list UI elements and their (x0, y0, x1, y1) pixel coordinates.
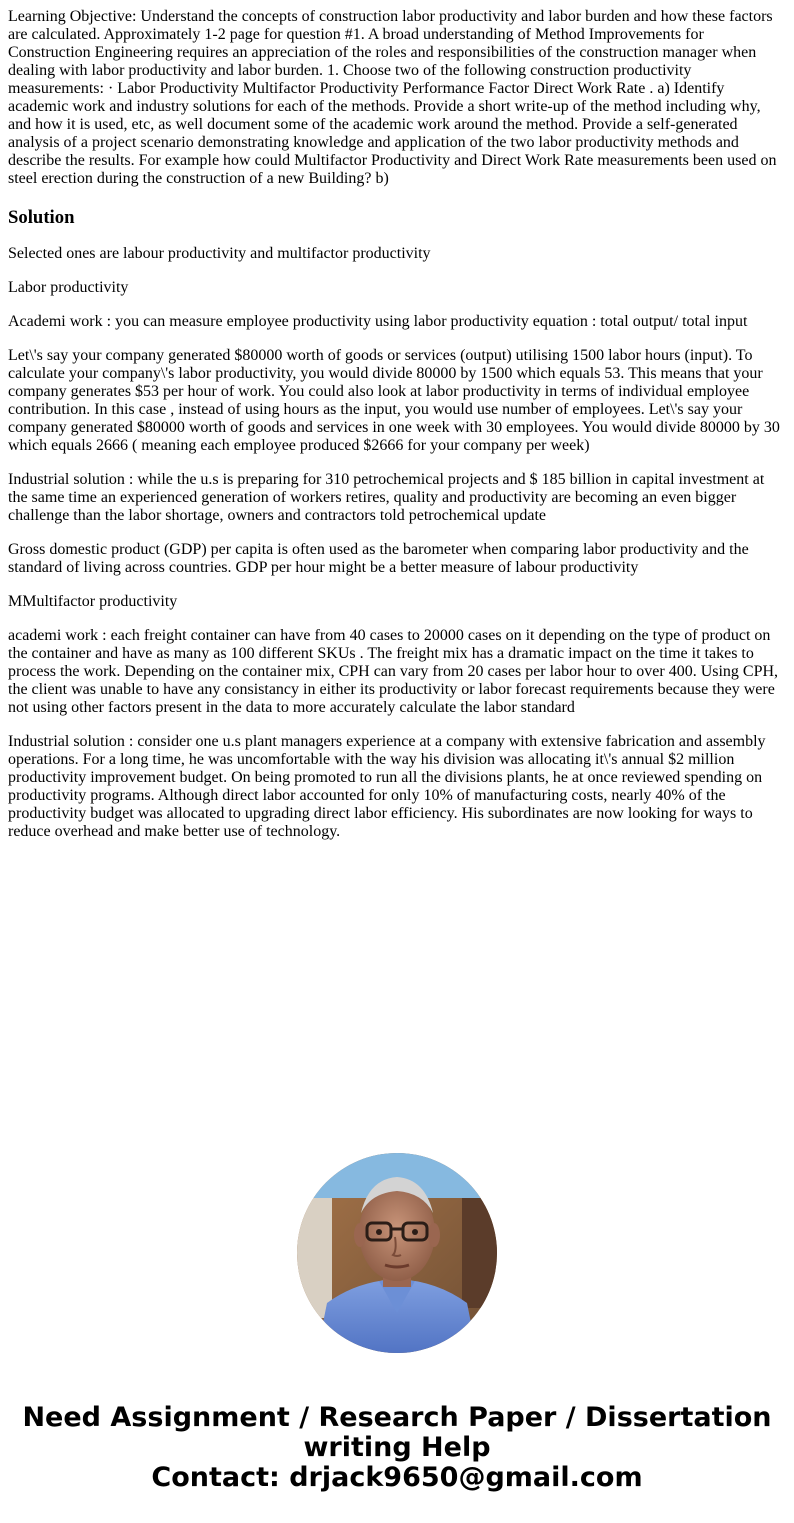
author-portrait-photo-icon (297, 1153, 497, 1353)
section-label-labor-productivity: Labor productivity (8, 279, 129, 296)
answer-paragraph-multifactor-academic: academi work : each freight container can have from 40 cases to 20000 cases on it depending on the type of product on the container and have as many as 100 different SKUs . The freight mix has a dramatic impact on the time it takes to process the work. Depending on the container mix, CPH can vary from 20 cases per labor hour to over 400. Using CPH, the client was unable to have any consistancy in either its productivity or labor forecast requirements because they were not using other factors present in the data to more accurately calculate the labor standard (8, 627, 779, 716)
avatar (297, 1153, 497, 1353)
answer-paragraph-multifactor-industrial: Industrial solution : consider one u.s plant managers experience at a company with extensive fabrication and assembly operations. For a long time, he was uncomfortable with the way his division was allocating it\'s annual $2 million productivity improvement budget. On being promoted to run all the divisions plants, he at once reviewed spending on productivity programs. Although direct labor accounted for only 10% of manufacturing costs, nearly 40% of the productivity budget was allocated to upgrading direct labor efficiency. His subordinates are now looking for ways to reduce overhead and make better use of technology. (8, 733, 766, 840)
document-body (8, 8, 784, 857)
answer-paragraph-intro: Selected ones are labour productivity and multifactor productivity (8, 245, 431, 262)
answer-paragraph-gdp: Gross domestic product (GDP) per capita is often used as the barometer when comparing labor productivity and the standard of living across countries. GDP per hour might be a better measure of labour productivity (8, 541, 749, 576)
promo-contact: Contact: drjack9650@gmail.com (151, 1462, 643, 1493)
promo-line-2: writing Help (303, 1432, 491, 1463)
section-label-multifactor-productivity: MMultifactor productivity (8, 593, 178, 610)
promo-line-1: Need Assignment / Research Paper / Dissertation (22, 1402, 772, 1433)
answer-paragraph-industrial-solution: Industrial solution : while the u.s is preparing for 310 petrochemical projects and $ 185 billion in capital investment at the same time an experienced generation of workers retires, quality and productivity are becoming an even bigger challenge than the labor shortage, owners and contractors told petrochemical update (8, 471, 765, 524)
promo-banner (0, 1403, 794, 1493)
question-text: Learning Objective: Understand the concepts of construction labor productivity and labor burden and how these factors are calculated. Approximately 1-2 page for question #1. A broad understanding of Method Improvements for Construction Engineering requires an appreciation of the roles and responsibilities of the construction manager when dealing with labor productivity and labor burden. 1. Choose two of the following construction productivity measurements: · Labor Productivity Multifactor Productivity Performance Factor Direct Work Rate . a) Identify academic work and industry solutions for each of the methods. Provide a short write-up of the method including why, and how it is used, etc, as well document some of the academic work around the method. Provide a self-generated analysis of a project scenario demonstrating knowledge and application of the two labor productivity methods and describe the results. For example how could Multifactor Productivity and Direct Work Rate measurements been used on steel erection during the construction of a new Building? b) (8, 8, 777, 187)
answer-paragraph-example: Let\'s say your company generated $80000 worth of goods or services (output) utilising 1500 labor hours (input). To calculate your company\'s labor productivity, you would divide 80000 by 1500 which equals 53. This means that your company generates $53 per hour of work. You could also look at labor productivity in terms of individual employee contribution. In this case , instead of using hours as the input, you would use number of employees. Let\'s say your company generated $80000 worth of goods and services in one week with 30 employees. You would divide 80000 by 30 which equals 2666 ( meaning each employee produced $2666 for your company per week) (8, 347, 780, 454)
solution-heading: Solution (8, 207, 75, 228)
answer-paragraph-academic-work: Academi work : you can measure employee productivity using labor productivity equation : total output/ total input (8, 313, 748, 330)
